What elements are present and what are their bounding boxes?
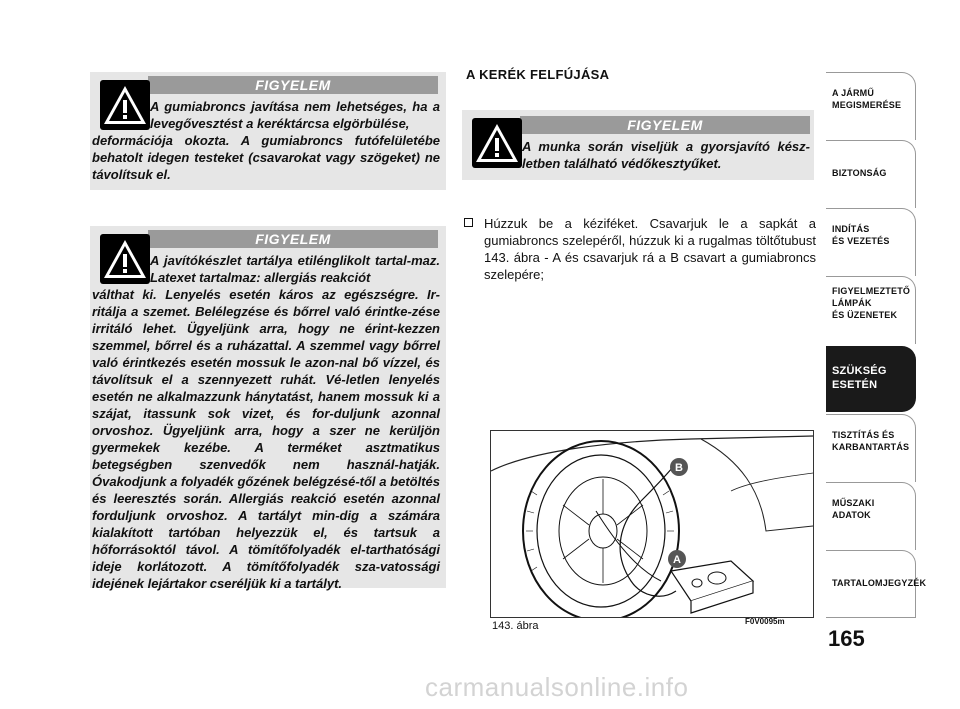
sidebar-tab-technical-data[interactable] <box>826 482 916 550</box>
section-title: A KERÉK FELFÚJÁSA <box>466 67 610 82</box>
figure-tyre-inflation <box>490 430 814 618</box>
warning-text-intro: A gumiabroncs javítása nem lehetséges, ha a levegővesztést a keréktárcsa elgörbülése, <box>150 99 440 131</box>
instruction-bullet <box>464 215 816 283</box>
warning-box-sealant <box>90 226 446 591</box>
warning-heading: FIGYELEM <box>148 230 438 248</box>
sidebar-tab-index[interactable] <box>826 550 927 618</box>
sidebar-tab-vehicle[interactable] <box>826 72 916 140</box>
tab-label: LÁMPÁK <box>832 298 872 308</box>
warning-box-tyre-repair <box>90 72 446 190</box>
warning-text-body: deformációja okozta. A gumiabroncs futófelületébe behatolt idegen testeket (csavarokat vagy szögeket) ne távolítsuk el. <box>92 133 440 182</box>
figure-label-a: A <box>673 554 681 566</box>
tab-label: A JÁRMŰ <box>832 88 875 98</box>
figure-code: F0V0095m <box>745 617 785 626</box>
sidebar-tab-emergency[interactable] <box>826 346 916 412</box>
figure-label-b: B <box>675 462 683 474</box>
sidebar-tab-warning-lights[interactable] <box>826 276 916 344</box>
tab-label: ÉS ÜZENETEK <box>832 310 898 320</box>
instruction-text: Húzzuk be a kéziféket. Csavarjuk le a sapkát a gumiabroncs szelepéről, húzzuk ki a rugalmas töltőtubust 143. ábra - A és csavarjuk rá a B csavart a gumiabroncs szelepére; <box>484 216 816 282</box>
warning-text <box>92 98 440 183</box>
watermark: carmanualsonline.info <box>425 672 689 702</box>
tab-label: ADATOK <box>832 510 871 520</box>
sidebar-tab-safety[interactable] <box>826 140 916 208</box>
tyre-compressor-illustration <box>491 431 813 617</box>
tab-label: MEGISMERÉSE <box>832 100 902 110</box>
tab-label: FIGYELMEZTETŐ <box>832 286 911 296</box>
tab-label: TARTALOMJEGYZÉK <box>832 578 927 588</box>
tab-label: MŰSZAKI <box>832 498 875 508</box>
warning-box-gloves <box>462 110 814 180</box>
tab-label: ESETÉN <box>832 379 878 391</box>
warning-text-body: válthat ki. Lenyelés esetén káros az egészségre. Ir-ritálja a szemet. Belélegzése és bőrrel való érintke-zése irritáló lehet. Ügyeljünk arra, hogy ne érint-kezzen szemmel, bőrrel és a ruházattal. A szemmel vagy bőrrel való érintkezés esetén mossuk le azon-nal bő vízzel, és távolítsuk el a szennyezett ruhát. Vé-letlen lenyelés esetén ne alkalmazzunk hánytatást, hanem mossuk ki a szájat, itassunk sok vizet, és for-duljunk azonnal orvoshoz. Ügyeljünk arra, hogy a szer ne kerüljön gyermekek kezébe. A terméket asztmatikus betegségben szenvedők nem használ-hatják. Óvakodjunk a folyadék gőzének belégzésé-től a betöltés és leeresztés során. Allergiás reakció esetén azonnal forduljunk orvoshoz. A tartályt min-dig a számára kialakított tartóban helyezzük el, és tartsuk a hőforrásoktól távol. A tömítőfolyadék el-tarthatósági ideje korlátozott. A tömítőfolyadék sza-vatossági idejének lejártakor cseréljük ki a tartályt. <box>92 287 440 591</box>
checkbox-bullet-icon <box>464 218 473 227</box>
warning-text: A munka során viseljük a gyorsjavító kész-letben található védőkesztyűket. <box>522 139 810 171</box>
tab-label: ÉS VEZETÉS <box>832 236 890 246</box>
sidebar-tab-maintenance[interactable] <box>826 414 916 482</box>
warning-triangle-icon <box>472 118 522 168</box>
tab-label: TISZTÍTÁS ÉS <box>832 430 895 440</box>
warning-heading: FIGYELEM <box>148 76 438 94</box>
tab-label: BIZTONSÁG <box>832 168 887 178</box>
figure-caption: 143. ábra <box>492 620 539 632</box>
warning-text-intro: A javítókészlet tartálya etilénglikolt tartal-maz. Latexet tartalmaz: allergiás reakciót <box>150 253 440 285</box>
tab-label: INDÍTÁS <box>832 224 870 234</box>
sidebar-tab-starting[interactable] <box>826 208 916 276</box>
tab-label: SZÜKSÉG <box>832 365 887 377</box>
warning-heading: FIGYELEM <box>520 116 810 134</box>
page-number: 165 <box>828 626 865 651</box>
tab-label: KARBANTARTÁS <box>832 442 910 452</box>
warning-text <box>92 252 440 592</box>
